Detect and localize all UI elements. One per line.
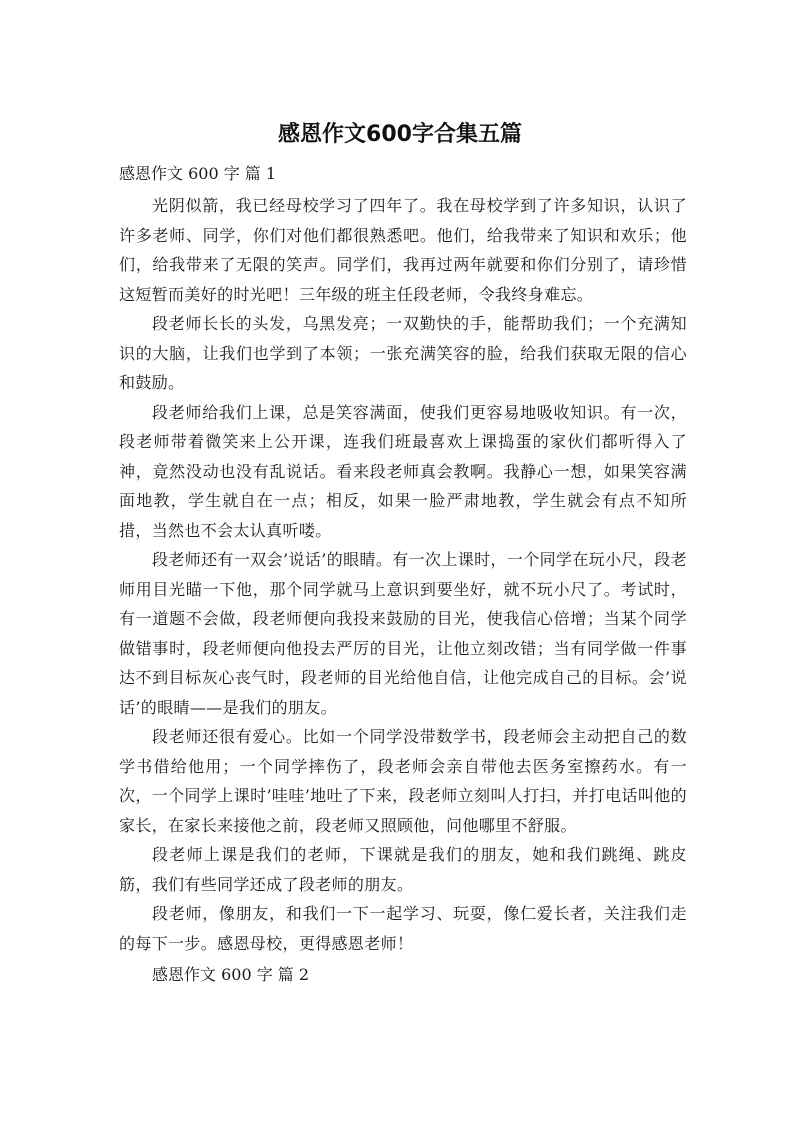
- paragraph: 段老师上课是我们的老师，下课就是我们的朋友，她和我们跳绳、跳皮筋，我们有些同学还成了段老师的朋友。: [119, 845, 687, 894]
- paragraph: 光阴似箭，我已经母校学习了四年了。我在母校学到了许多知识，认识了许多老师、同学，你们对他们都很熟悉吧。他们，给我带来了知识和欢乐；他们，给我带来了无限的笑声。同学们，我再过两年就要和你们分别了，请珍惜这短暂而美好的时光吧！三年级的班主任段老师，令我终身难忘。: [119, 196, 687, 304]
- paragraph: 段老师给我们上课，总是笑容满面，使我们更容易地吸收知识。有一次，段老师带着微笑来上公开课，连我们班最喜欢上课捣蛋的家伙们都听得入了神，竟然没动也没有乱说话。看来段老师真会教啊。我静心一想，如果笑容满面地教，学生就自在一点；相反，如果一脸严肃地教，学生就会有点不知所措，当然也不会太认真听喽。: [119, 402, 687, 540]
- document-body: [119, 160, 687, 989]
- section-heading-1: 感恩作文 600 字 篇 1: [119, 164, 277, 183]
- paragraph: 段老师，像朋友，和我们一下一起学习、玩耍，像仁爱长者，关注我们走的每下一步。感恩母校，更得感恩老师！: [119, 904, 687, 953]
- paragraph: 段老师长长的头发，乌黑发亮；一双勤快的手，能帮助我们；一个充满知识的大脑，让我们也学到了本领；一张充满笑容的脸，给我们获取无限的信心和鼓励。: [119, 314, 687, 392]
- paragraph: 段老师还很有爱心。比如一个同学没带数学书，段老师会主动把自己的数学书借给他用；一个同学摔伤了，段老师会亲自带他去医务室擦药水。有一次，一个同学上课时’哇哇’地吐了下来，段老师立刻叫人打扫，并打电话叫他的家长，在家长来接他之前，段老师又照顾他，问他哪里不舒服。: [119, 727, 687, 835]
- document-title: 感恩作文600字合集五篇: [278, 122, 522, 147]
- section-heading-2: 感恩作文 600 字 篇 2: [152, 965, 310, 984]
- paragraph: 段老师还有一双会’说话’的眼睛。有一次上课时，一个同学在玩小尺，段老师用目光瞄一下他，那个同学就马上意识到要坐好，就不玩小尺了。考试时，有一道题不会做，段老师便向我投来鼓励的目光，使我信心倍增；当某个同学做错事时，段老师便向他投去严厉的目光，让他立刻改错；当有同学做一件事达不到目标灰心丧气时，段老师的目光给他自信，让他完成自己的目标。会’说话’的眼睛——是我们的朋友。: [119, 550, 687, 717]
